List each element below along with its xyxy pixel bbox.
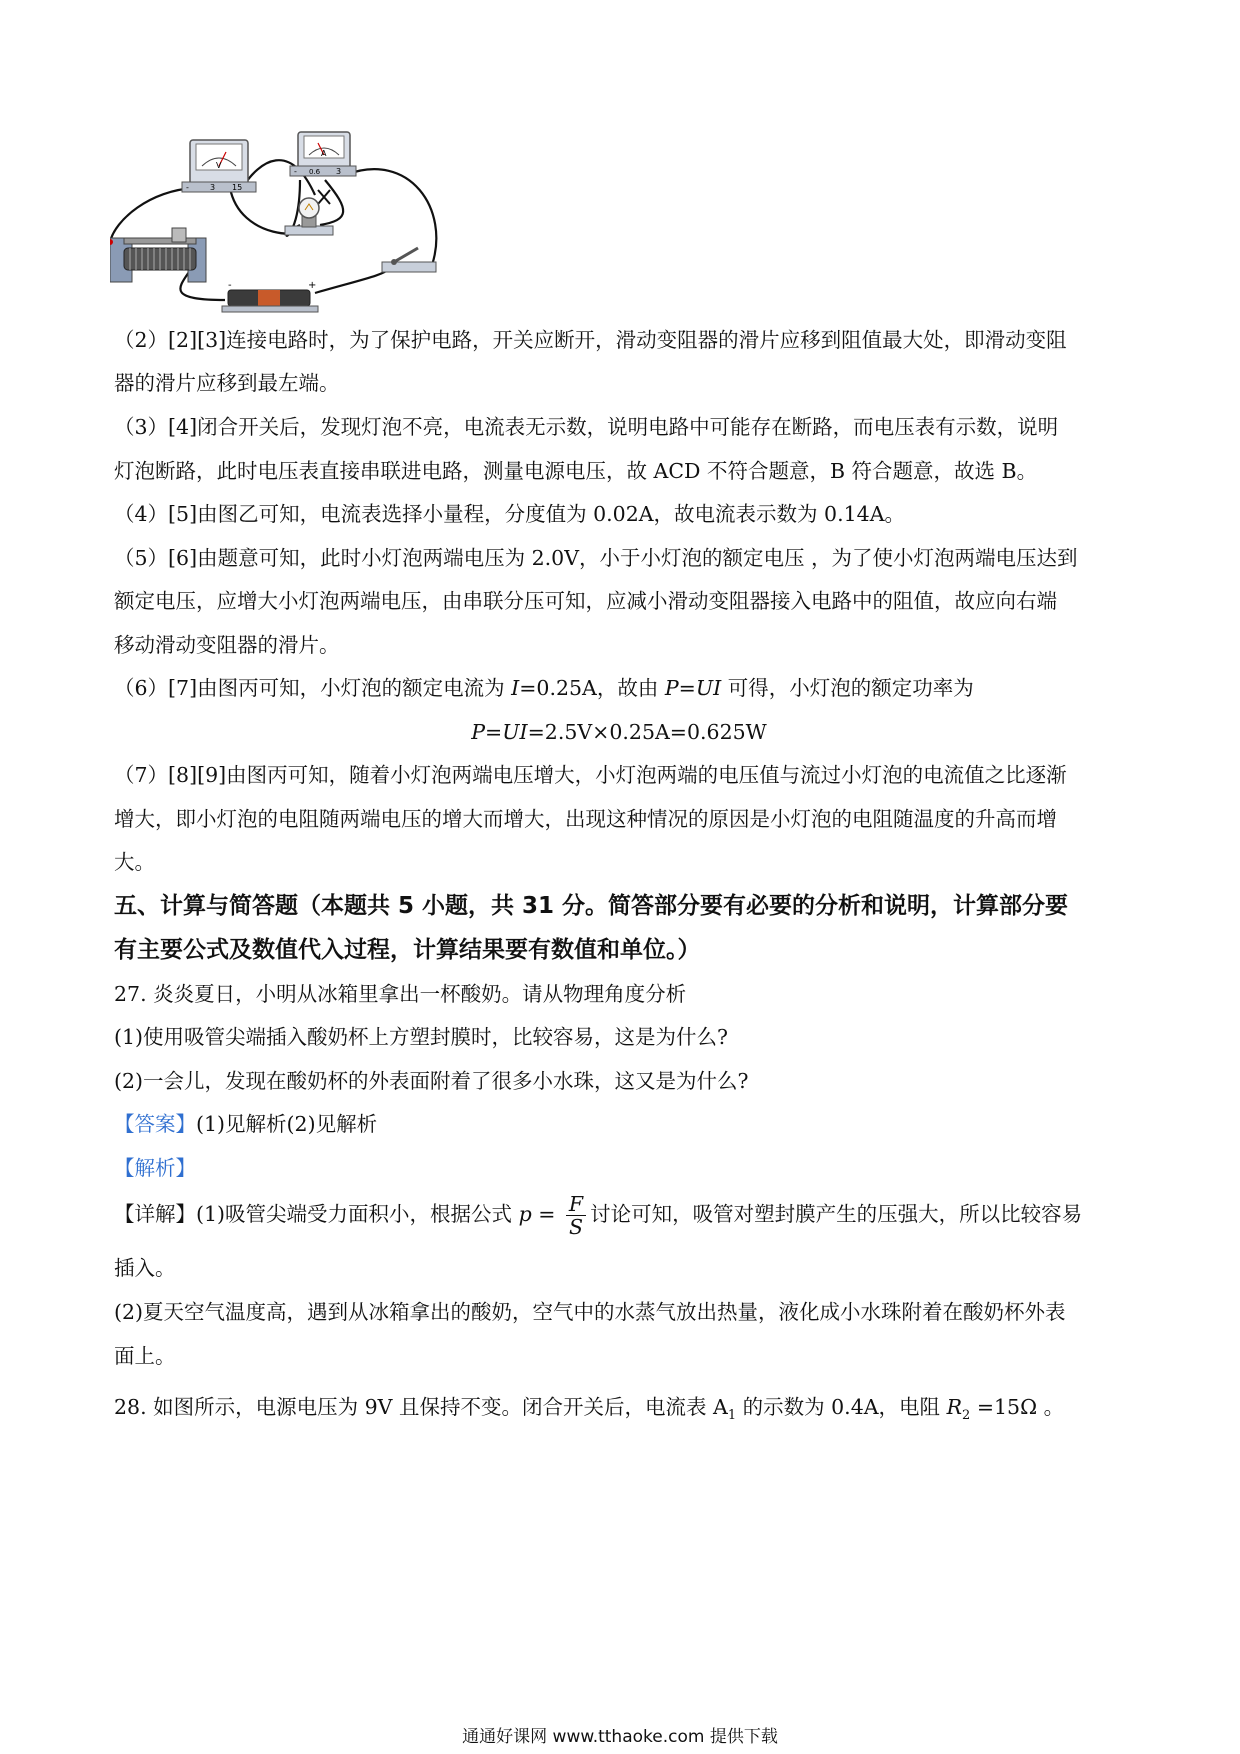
voltmeter-label: V xyxy=(216,161,222,170)
svg-text:15: 15 xyxy=(232,183,243,192)
para-2-line2: 器的滑片应移到最左端。 xyxy=(114,371,340,395)
pressure-fraction: $\frac{F}{S}$ xyxy=(566,1193,586,1238)
svg-text:3: 3 xyxy=(336,167,342,176)
question-27: 27. 炎炎夏日，小明从冰箱里拿出一杯酸奶。请从物理角度分析 xyxy=(114,982,687,1006)
question-27-part1: (1)使用吸管尖端插入酸奶杯上方塑封膜时，比较容易，这是为什么? xyxy=(114,1025,729,1049)
fault-mark xyxy=(318,190,330,204)
power-formula: P=UI=2.5V×0.25A=0.625W xyxy=(471,720,767,744)
switch xyxy=(382,248,436,272)
svg-text:-: - xyxy=(294,167,297,176)
battery xyxy=(222,280,318,312)
para-6: （6）[7]由图丙可知，小灯泡的额定电流为 I=0.25A，故由 P=UI 可得，小灯泡的额定功率为 xyxy=(114,676,974,700)
detail-line1: 【详解】(1)吸管尖端受力面积小，根据公式 p = $\frac{F}{S}$ 讨论可知，吸管对塑封膜产生的压强大，所以比较容易 xyxy=(114,1192,1083,1239)
section-heading-line1: 五、计算与简答题（本题共 5 小题，共 31 分。简答部分要有必要的分析和说明，计算部分要 xyxy=(114,893,1069,919)
question-27-part2: (2)一会儿，发现在酸奶杯的外表面附着了很多小水珠，这又是为什么? xyxy=(114,1069,749,1093)
svg-text:-: - xyxy=(186,183,189,192)
voltmeter xyxy=(182,140,256,192)
circuit-wires xyxy=(110,160,436,300)
para-3-line1: （3）[4]闭合开关后，发现灯泡不亮，电流表无示数，说明电路中可能存在断路，而电压表有示数，说明 xyxy=(114,415,1059,439)
detail2-line2: 面上。 xyxy=(114,1344,176,1368)
analysis-tag: 【解析】 xyxy=(114,1156,196,1180)
svg-text:+: + xyxy=(308,280,317,291)
para-4: （4）[5]由图乙可知，电流表选择小量程，分度值为 0.02A，故电流表示数为 0.14A。 xyxy=(114,502,906,526)
rheostat xyxy=(110,228,206,282)
ammeter-label: A xyxy=(321,149,327,158)
para-7-line2: 增大，即小灯泡的电阻随两端电压的增大而增大，出现这种情况的原因是小灯泡的电阻随温度的升高而增 xyxy=(114,807,1057,831)
para-5-line2: 额定电压，应增大小灯泡两端电压，由串联分压可知，应减小滑动变阻器接入电路中的阻值，故应向右端 xyxy=(114,589,1057,613)
para-7-line1: （7）[8][9]由图丙可知，随着小灯泡两端电压增大，小灯泡两端的电压值与流过小灯泡的电流值之比逐渐 xyxy=(114,763,1067,787)
svg-text:0.6: 0.6 xyxy=(309,168,321,176)
detail2-line1: (2)夏天空气温度高，遇到从冰箱拿出的酸奶，空气中的水蒸气放出热量，液化成小水珠附着在酸奶杯外表 xyxy=(114,1300,1066,1324)
section-heading-line2: 有主要公式及数值代入过程，计算结果要有数值和单位。） xyxy=(114,937,701,963)
para-3-line2: 灯泡断路，此时电压表直接串联进电路，测量电源电压，故 ACD 不符合题意，B 符合题意，故选 B。 xyxy=(114,459,1038,483)
bulb xyxy=(285,198,333,235)
ammeter xyxy=(290,132,356,176)
page-footer: 通通好课网 www.tthaoke.com 提供下载 xyxy=(462,1727,778,1747)
question-28: 28. 如图所示，电源电压为 9V 且保持不变。闭合开关后，电流表 $A_1$ 的示数为 0.4A，电阻 $R_2 =15\Omega$ 。 xyxy=(114,1395,1065,1424)
para-5-line1: （5）[6]由题意可知，此时小灯泡两端电压为 2.0V，小于小灯泡的额定电压 ，为了使小灯泡两端电压达到 xyxy=(114,546,1078,570)
circuit-figure xyxy=(110,130,500,345)
para-7-line3: 大。 xyxy=(114,850,155,874)
answer-tag: 【答案】 xyxy=(114,1112,196,1136)
svg-text:-: - xyxy=(228,280,232,291)
para-5-line3: 移动滑动变阻器的滑片。 xyxy=(114,633,340,657)
svg-text:3: 3 xyxy=(210,183,216,192)
para-2-line1: （2）[2][3]连接电路时，为了保护电路，开关应断开，滑动变阻器的滑片应移到阻值最大处，即滑动变阻 xyxy=(114,328,1067,352)
detail-line2: 插入。 xyxy=(114,1256,176,1280)
answer-line: 【答案】(1)见解析(2)见解析 xyxy=(114,1112,378,1136)
